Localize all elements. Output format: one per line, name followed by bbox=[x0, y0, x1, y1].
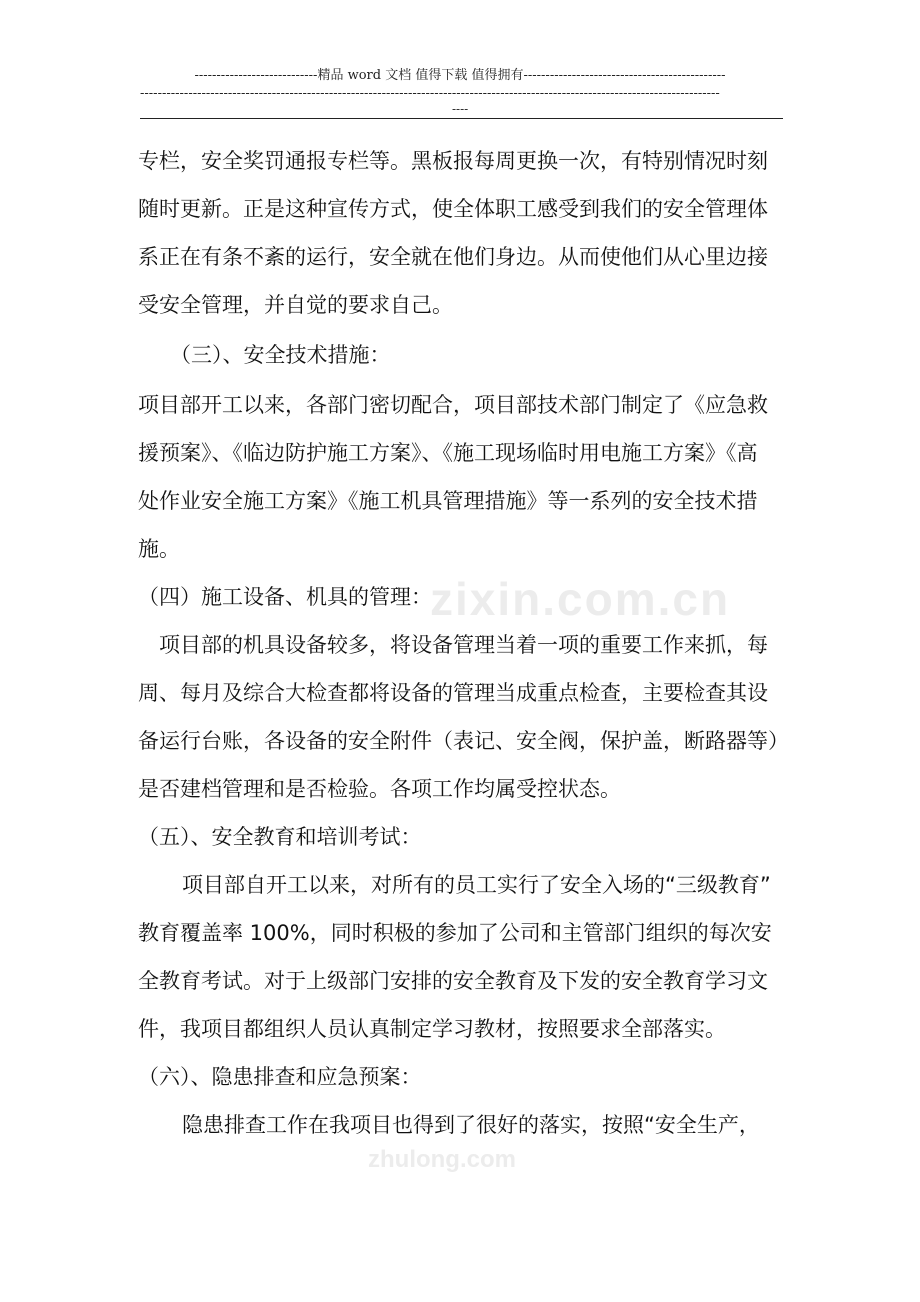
body-line: 周、每月及综合大检查都将设备的管理当成重点检查，主要检查其设 bbox=[138, 681, 768, 705]
section-heading-4: （四）施工设备、机具的管理： bbox=[138, 585, 432, 609]
header-dash-line: ------------------------------------------------------------------------------------------------------------------------------------ bbox=[140, 86, 720, 101]
body-line: 教育覆盖率 100%，同时积极的参加了公司和主管部门组织的每次安 bbox=[138, 921, 772, 945]
section-heading-3: （三）、安全技术措施： bbox=[170, 343, 391, 367]
body-line: 随时更新。正是这种宣传方式，使全体职工感受到我们的安全管理体 bbox=[138, 197, 768, 221]
body-line: 专栏，安全奖罚通报专栏等。黑板报每周更换一次，有特别情况时刻 bbox=[138, 149, 768, 173]
body-line: 处作业安全施工方案》《施工机具管理措施》等一系列的安全技术措 bbox=[138, 489, 758, 513]
body-line: 全教育考试。对于上级部门安排的安全教育及下发的安全教育学习文 bbox=[138, 969, 768, 993]
watermark-zhulong: zhulong.com bbox=[368, 1146, 516, 1173]
body-line: 系正在有条不紊的运行，安全就在他们身边。从而使他们从心里边接 bbox=[138, 245, 768, 269]
body-line: 受安全管理，并自觉的要求自己。 bbox=[138, 293, 453, 317]
body-line: 项目部自开工以来，对所有的员工实行了安全入场的“三级教育” bbox=[182, 873, 771, 897]
body-line: 件，我项目都组织人员认真制定学习教材，按照要求全部落实。 bbox=[138, 1017, 726, 1041]
header-title-line: ----------------------------精品 word 文档 值得下载 值得拥有---------------------------------------------- bbox=[194, 68, 726, 83]
watermark-zixin: zixin.com.cn bbox=[430, 573, 731, 625]
body-line: 项目部开工以来，各部门密切配合，项目部技术部门制定了《应急救 bbox=[138, 393, 768, 417]
header-dash-tail: ---- bbox=[452, 102, 469, 116]
body-line: 施。 bbox=[138, 537, 180, 561]
section-heading-6: （六）、隐患排查和应急预案： bbox=[138, 1065, 422, 1089]
body-line: 备运行台账，各设备的安全附件（表记、安全阀，保护盖，断路器等） bbox=[138, 729, 789, 753]
body-line: 是否建档管理和是否检验。各项工作均属受控状态。 bbox=[138, 777, 621, 801]
body-line: 隐患排查工作在我项目也得到了很好的落实，按照“安全生产， bbox=[182, 1113, 760, 1137]
body-line: 援预案》、《临边防护施工方案》、《施工现场临时用电施工方案》《高 bbox=[138, 441, 758, 465]
body-line: 项目部的机具设备较多，将设备管理当着一项的重要工作来抓，每 bbox=[159, 633, 768, 657]
header-divider bbox=[140, 118, 783, 119]
section-heading-5: （五）、安全教育和培训考试： bbox=[138, 825, 422, 849]
